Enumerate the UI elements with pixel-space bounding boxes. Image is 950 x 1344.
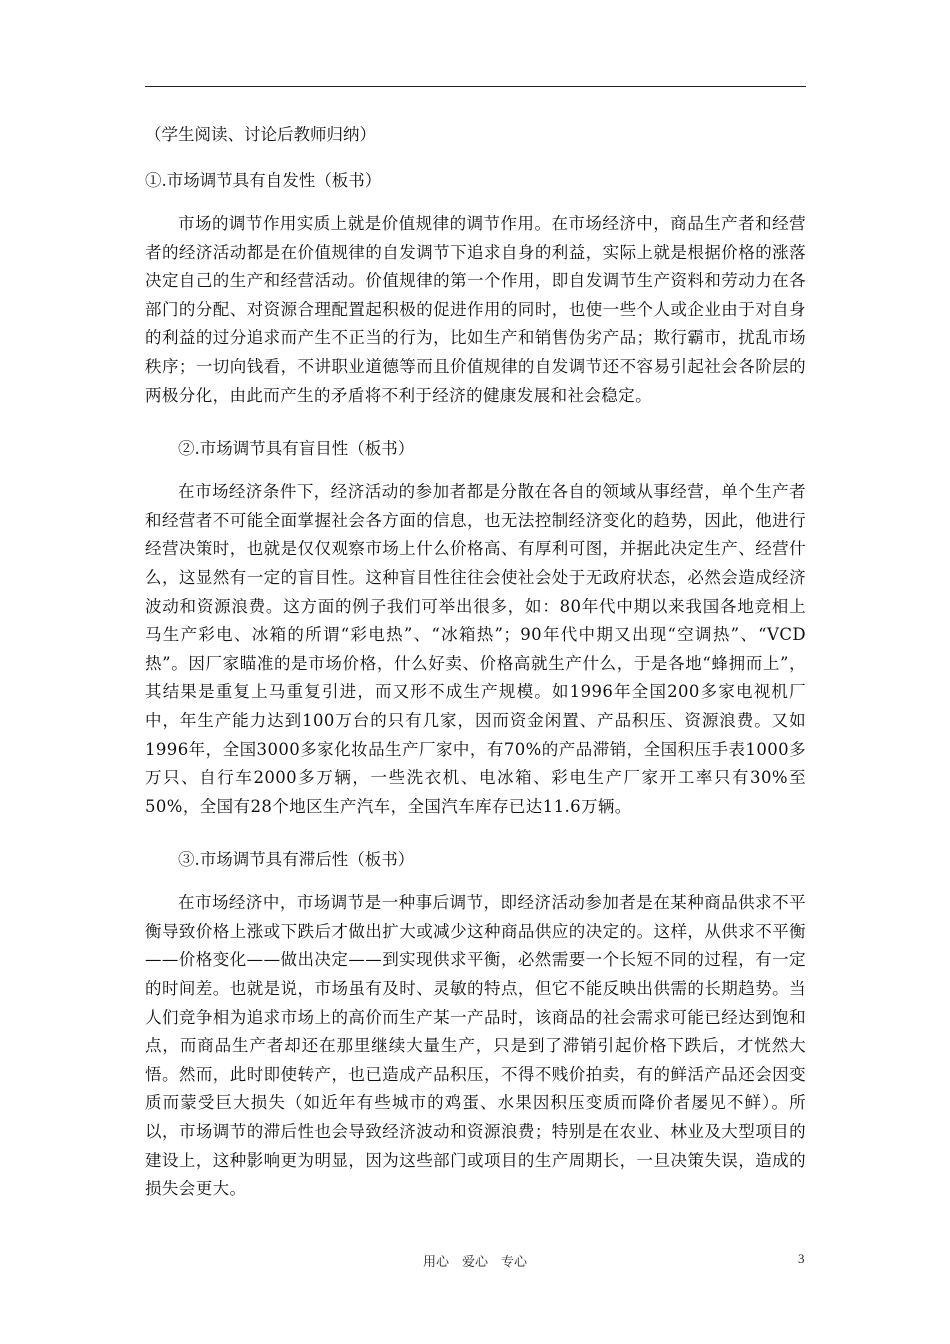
page-number: 3	[798, 1251, 805, 1266]
header-rule	[145, 86, 806, 87]
section-3-heading: ③.市场调节具有滞后性（板书）	[178, 850, 415, 870]
section-2-heading: ②.市场调节具有盲目性（板书）	[178, 439, 415, 459]
footer-motto: 用心 爱心 专心	[422, 1255, 527, 1270]
section-3-paragraph: 在市场经济中，市场调节是一种事后调节，即经济活动参加者是在某种商品供求不平衡导致价格上涨或下跌后才做出扩大或减少这种商品供应的决定的。这样，从供求不平衡——价格变化——做出决定——到实现供求平衡，必然需要一个长短不同的过程，有一定的时间差。也就是说，市场虽有及时、灵敏的特点，但它不能反映出供需的长期趋势。当人们竞争相为追求市场上的高价而生产某一产品时，该商品的社会需求可能已经达到饱和点，而商品生产者却还在那里继续大量生产，只是到了滞销引起价格下跌后，才恍然大悟。然而，此时即使转产，也已造成产品积压，不得不贱价拍卖，有的鲜活产品还会因变质而蒙受巨大损失（如近年有些城市的鸡蛋、水果因积压变质而降价者屡见不鲜）。所以，市场调节的滞后性也会导致经济波动和资源浪费；特别是在农业、林业及大型项目的建设上，这种影响更为明显，因为这些部门或项目的生产周期长，一旦决策失误，造成的损失会更大。	[145, 893, 806, 1199]
section-2-paragraph: 在市场经济条件下，经济活动的参加者都是分散在各自的领域从事经营，单个生产者和经营者不可能全面掌握社会各方面的信息，也无法控制经济变化的趋势，因此，他进行经营决策时，也就是仅仅观察市场上什么价格高、有厚利可图，并据此决定生产、经营什么，这显然有一定的盲目性。这种盲目性往往会使社会处于无政府状态，必然会造成经济波动和资源浪费。这方面的例子我们可举出很多，如：80年代中期以来我国各地竞相上马生产彩电、冰箱的所谓“彩电热”、“冰箱热”；90年代中期又出现“空调热”、“VCD热”。因厂家瞄准的是市场价格，什么好卖、价格高就生产什么，于是各地“蜂拥而上”，其结果是重复上马重复引进，而又形不成生产规模。如1996年全国200多家电视机厂中，年生产能力达到100万台的只有几家，因而资金闲置、产品积压、资源浪费。又如1996年，全国3000多家化妆品生产厂家中，有70%的产品滞销，全国积压手表1000多万只、自行车2000多万辆，一些洗衣机、电冰箱、彩电生产厂家开工率只有30%至50%，全国有28个地区生产汽车，全国汽车库存已达11.6万辆。	[145, 482, 806, 816]
section-1-paragraph: 市场的调节作用实质上就是价值规律的调节作用。在市场经济中，商品生产者和经营者的经济活动都是在价值规律的自发调节下追求自身的利益，实际上就是根据价格的涨落决定自己的生产和经营活动。价值规律的第一个作用，即自发调节生产资料和劳动力在各部门的分配、对资源合理配置起积极的促进作用的同时，也使一些个人或企业由于对自身的利益的过分追求而产生不正当的行为，比如生产和销售伪劣产品；欺行霸市，扰乱市场秩序；一切向钱看，不讲职业道德等而且价值规律的自发调节还不容易引起社会各阶层的两极分化，由此而产生的矛盾将不利于经济的健康发展和社会稳定。	[145, 214, 806, 405]
intro-note: （学生阅读、讨论后教师归纳）	[145, 125, 376, 144]
document-body	[145, 118, 806, 1204]
section-1-heading: ①.市场调节具有自发性（板书）	[145, 171, 382, 190]
